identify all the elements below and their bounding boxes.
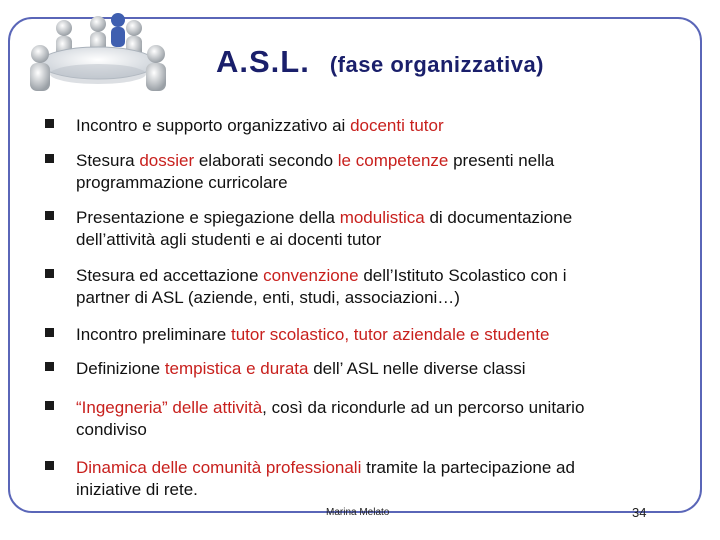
bullet-text: di documentazione [424,208,573,227]
bullet-square-icon [45,328,54,337]
bullet-text: programmazione curricolare [76,173,288,192]
bullet-text: , così da ricondurle ad un percorso unitario [262,398,585,417]
bullet-text: Stesura ed accettazione [76,266,264,285]
page-number: 34 [632,505,647,520]
bullet-text: dell’ ASL nelle diverse classi [308,359,526,378]
bullet-text: tramite la partecipazione ad [361,458,575,477]
bullet-square-icon [45,362,54,371]
bullet-highlight: modulistica [339,208,425,227]
bullet-text: condiviso [76,420,147,439]
bullet-highlight: le competenze [337,151,449,170]
bullet-text: dell’attività agli studenti e ai docenti tutor [76,230,382,249]
bullet-square-icon [45,211,54,220]
figure-front-right [146,45,166,91]
bullet-highlight: convenzione [263,266,359,285]
bullet-text: iniziative di rete. [76,480,198,499]
figure-leader-blue [111,13,125,47]
bullet-text: Presentazione e spiegazione della [76,208,340,227]
bullet-highlight: Dinamica delle comunità professionali [76,458,362,477]
bullet-square-icon [45,461,54,470]
bullet-text: Incontro e supporto organizzativo ai [76,116,351,135]
title-subtitle: (fase organizzativa) [329,52,545,77]
bullet-text: Incontro preliminare [76,325,231,344]
footer-author: Marina Melato [326,507,390,518]
bullet-highlight: docenti tutor [350,116,444,135]
bullet-square-icon [45,269,54,278]
bullet-text: Definizione [76,359,165,378]
bullet-text: presenti nella [448,151,555,170]
bullet-square-icon [45,119,54,128]
bullet-highlight: tempistica e durata [164,359,309,378]
bullet-text: dell’Istituto Scolastico con i [358,266,567,285]
bullet-text: Stesura [76,151,140,170]
bullet-highlight: “Ingegneria” delle attività [76,398,263,417]
bullet-square-icon [45,401,54,410]
slide-title [216,44,544,80]
table-shadow [50,64,146,84]
figure-front-left [30,45,50,91]
bullet-square-icon [45,154,54,163]
title-main: A.S.L. [216,44,310,79]
bullet-text: elaborati secondo [194,151,338,170]
bullet-text: partner di ASL (aziende, enti, studi, associazioni…) [76,288,460,307]
meeting-table-illustration [22,8,172,103]
bullet-highlight: tutor scolastico, tutor aziendale e studente [230,325,550,344]
bullet-highlight: dossier [139,151,195,170]
